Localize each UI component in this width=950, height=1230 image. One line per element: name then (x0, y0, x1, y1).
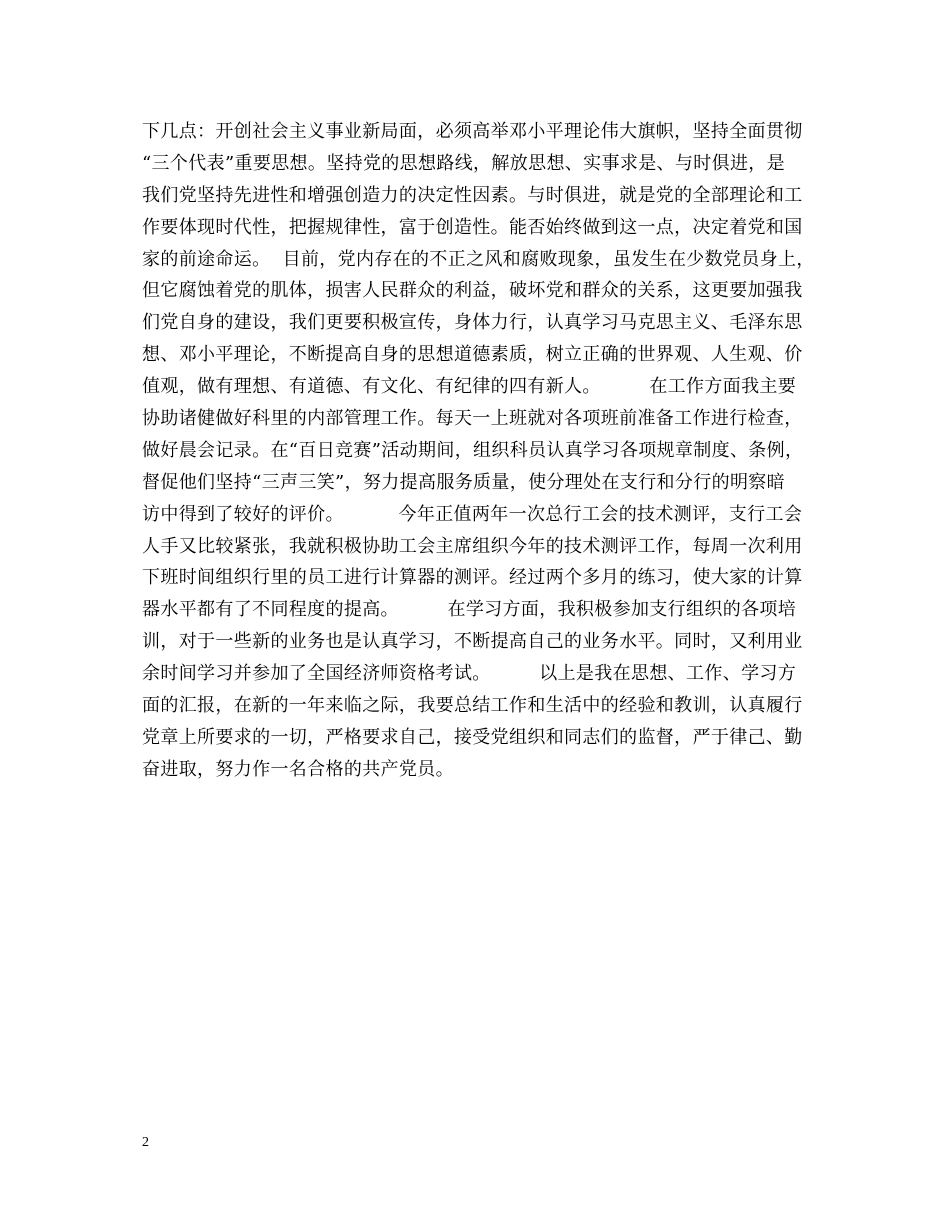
text-line: 协助诸健做好科里的内部管理工作。每天一上班就对各项班前准备工作进行检查， (142, 408, 803, 430)
text-line: 值观，做有理想、有道德、有文化、有纪律的四有新人。 在工作方面我主要 (142, 376, 797, 398)
text-line: 下几点：开创社会主义事业新局面，必须高举邓小平理论伟大旗帜，坚持全面贯彻 (142, 121, 803, 142)
text-line: 做好晨会记录。在“百日竞赛”活动期间，组织科员认真学习各项规章制度、条例， (142, 439, 804, 461)
text-line: 人手又比较紧张，我就积极协助工会主席组织今年的技术测评工作，每周一次利用 (142, 535, 803, 557)
text-line: 家的前途命运。 目前，党内存在的不正之风和腐败现象，虽发生在少数党员身上， (142, 248, 815, 270)
text-line: 想、邓小平理论，不断提高自身的思想道德素质，树立正确的世界观、人生观、价 (142, 344, 803, 366)
text-line: 器水平都有了不同程度的提高。 在学习方面，我积极参加支行组织的各项培 (142, 599, 797, 621)
body-text (142, 116, 822, 786)
text-line: 我们党坚持先进性和增强创造力的决定性因素。与时俱进，就是党的全部理论和工 (142, 184, 803, 206)
text-line: “三个代表”重要思想。坚持党的思想路线，解放思想、实事求是、与时俱进，是 (142, 152, 786, 174)
text-line: 下班时间组织行里的员工进行计算器的测评。经过两个多月的练习，使大家的计算 (142, 567, 803, 589)
text-line: 但它腐蚀着党的肌体，损害人民群众的利益，破坏党和群众的关系，这更要加强我 (142, 280, 803, 302)
text-line: 们党自身的建设，我们更要积极宣传，身体力行，认真学习马克思主义、毛泽东思 (142, 312, 803, 334)
text-line: 党章上所要求的一切，严格要求自己，接受党组织和同志们的监督，严于律己、勤 (142, 726, 803, 748)
text-line: 访中得到了较好的评价。 今年正值两年一次总行工会的技术测评，支行工会 (142, 503, 803, 525)
text-line: 训，对于一些新的业务也是认真学习，不断提高自己的业务水平。同时，又利用业 (142, 631, 803, 653)
page-number: 2 (142, 1135, 149, 1150)
text-line: 面的汇报，在新的一年来临之际，我要总结工作和生活中的经验和教训，认真履行 (142, 695, 803, 717)
text-line: 余时间学习并参加了全国经济师资格考试。 以上是我在思想、工作、学习方 (142, 663, 797, 685)
text-line: 作要体现时代性，把握规律性，富于创造性。能否始终做到这一点，决定着党和国 (142, 216, 803, 238)
text-line: 督促他们坚持“三声三笑”，努力提高服务质量，使分理处在支行和分行的明察暗 (142, 471, 786, 493)
text-line: 奋进取，努力作一名合格的共产党员。 (142, 758, 454, 780)
